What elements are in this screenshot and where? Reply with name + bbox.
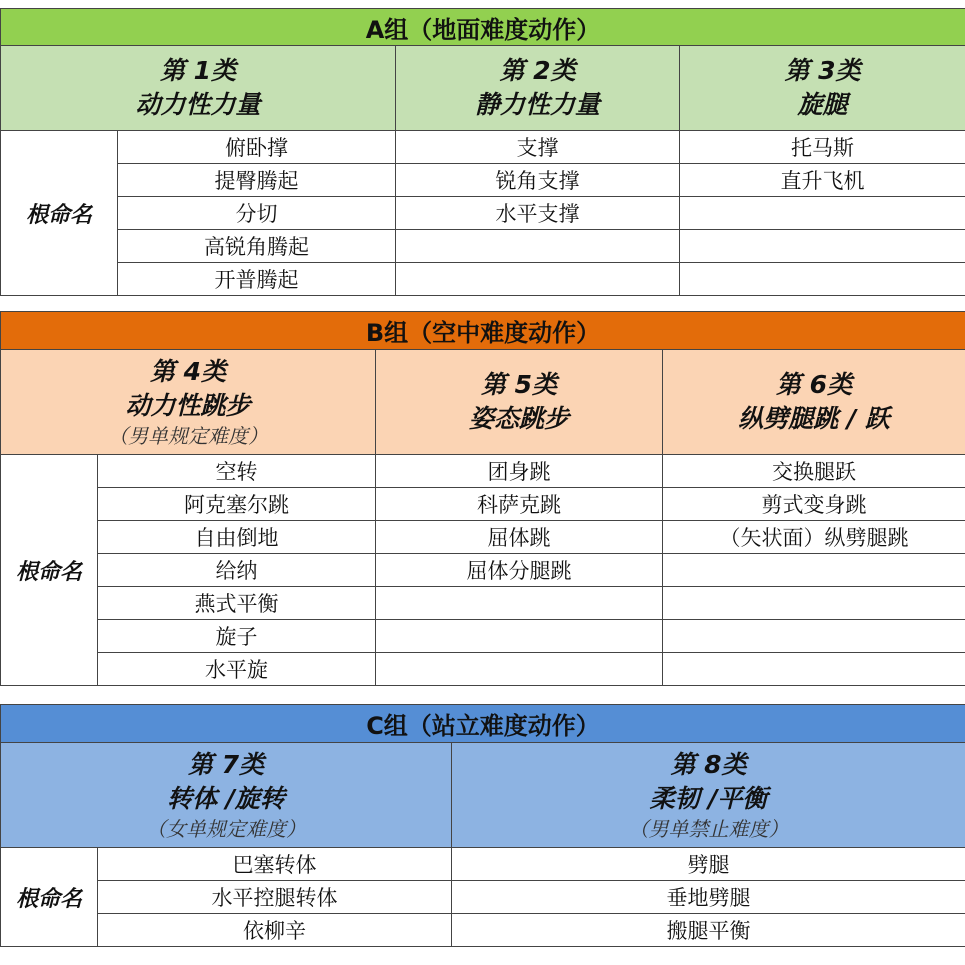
table-cell: 空转: [98, 455, 376, 488]
table-row: [1, 587, 965, 620]
table-cell: 燕式平衡: [98, 587, 376, 620]
table-cell: 搬腿平衡: [452, 914, 965, 947]
table-cell: 水平旋: [98, 653, 376, 686]
table-cell: 巴塞转体: [98, 848, 452, 881]
category-name: 纵劈腿跳 / 跃: [738, 404, 890, 433]
table-row: [1, 197, 965, 230]
category-name: 姿态跳步: [468, 404, 569, 433]
table-cell: [396, 230, 680, 263]
table-row: [1, 848, 965, 881]
table-cell: 高锐角腾起: [118, 230, 396, 263]
category-name: 旋腿: [797, 90, 848, 119]
table-row: [1, 230, 965, 263]
table-cell: 依柳辛: [98, 914, 452, 947]
category-number: 第 7类: [187, 750, 265, 779]
category-number: 第 4类: [149, 357, 227, 386]
table-row: [1, 881, 965, 914]
group-c-category-8: [452, 743, 965, 848]
table-cell: [376, 653, 663, 686]
category-number: 第 1类: [159, 56, 237, 85]
table-cell: [663, 587, 965, 620]
category-name: 转体 /旋转: [167, 784, 285, 813]
group-a-category-2: [396, 46, 680, 131]
category-number: 第 6类: [775, 370, 853, 399]
table-cell: 劈腿: [452, 848, 965, 881]
table-cell: 旋子: [98, 620, 376, 653]
table-cell: 屈体跳: [376, 521, 663, 554]
table-cell: [680, 230, 965, 263]
table-cell: 阿克塞尔跳: [98, 488, 376, 521]
table-row: [1, 131, 965, 164]
group-b-category-4: [1, 350, 376, 455]
table-cell: 直升飞机: [680, 164, 965, 197]
table-cell: 提臀腾起: [118, 164, 396, 197]
table-cell: 托马斯: [680, 131, 965, 164]
table-row: [1, 488, 965, 521]
table-cell: 自由倒地: [98, 521, 376, 554]
table-row: [1, 263, 965, 296]
table-cell: [663, 653, 965, 686]
table-cell: [663, 554, 965, 587]
table-row: [1, 164, 965, 197]
group-b-table: [0, 311, 965, 686]
table-cell: （矢状面）纵劈腿跳: [663, 521, 965, 554]
table-row: [1, 620, 965, 653]
table-cell: [396, 263, 680, 296]
table-cell: 给纳: [98, 554, 376, 587]
category-number: 第 5类: [480, 370, 558, 399]
table-cell: 科萨克跳: [376, 488, 663, 521]
table-cell: 锐角支撑: [396, 164, 680, 197]
group-b-category-6: [663, 350, 965, 455]
table-row: [1, 653, 965, 686]
group-b-title: B组（空中难度动作）: [1, 312, 965, 350]
group-c-table: [0, 704, 965, 947]
group-c-category-7: [1, 743, 452, 848]
row-label: 根命名: [1, 131, 118, 296]
group-a-category-3: [680, 46, 965, 131]
row-label: 根命名: [1, 455, 98, 686]
table-cell: 垂地劈腿: [452, 881, 965, 914]
category-number: 第 8类: [670, 750, 747, 779]
category-name: 柔韧 /平衡: [649, 784, 768, 813]
table-cell: [376, 587, 663, 620]
table-cell: [680, 197, 965, 230]
group-c-title: C组（站立难度动作）: [1, 705, 965, 743]
row-label: 根命名: [1, 848, 98, 947]
table-cell: 支撑: [396, 131, 680, 164]
category-name: 静力性力量: [474, 90, 600, 119]
table-cell: 剪式变身跳: [663, 488, 965, 521]
table-row: [1, 554, 965, 587]
table-cell: 俯卧撑: [118, 131, 396, 164]
category-name: 动力性力量: [135, 90, 261, 119]
table-cell: 交换腿跃: [663, 455, 965, 488]
group-a-table: [0, 8, 965, 296]
table-row: [1, 521, 965, 554]
category-number: 第 2类: [499, 56, 576, 85]
table-cell: 水平控腿转体: [98, 881, 452, 914]
table-cell: 屈体分腿跳: [376, 554, 663, 587]
table-cell: 水平支撑: [396, 197, 680, 230]
category-name: 动力性跳步: [125, 391, 251, 420]
category-note: （女单规定难度）: [146, 817, 306, 841]
category-number: 第 3类: [784, 56, 861, 85]
group-b-category-5: [376, 350, 663, 455]
table-row: [1, 455, 965, 488]
group-a-category-1: [1, 46, 396, 131]
table-cell: 开普腾起: [118, 263, 396, 296]
category-note: （男单规定难度）: [108, 424, 268, 448]
group-a-title: A组（地面难度动作）: [1, 9, 965, 46]
table-cell: 分切: [118, 197, 396, 230]
table-cell: [376, 620, 663, 653]
table-cell: [663, 620, 965, 653]
table-row: [1, 914, 965, 947]
table-cell: 团身跳: [376, 455, 663, 488]
category-note: （男单禁止难度）: [628, 817, 789, 841]
table-cell: [680, 263, 965, 296]
